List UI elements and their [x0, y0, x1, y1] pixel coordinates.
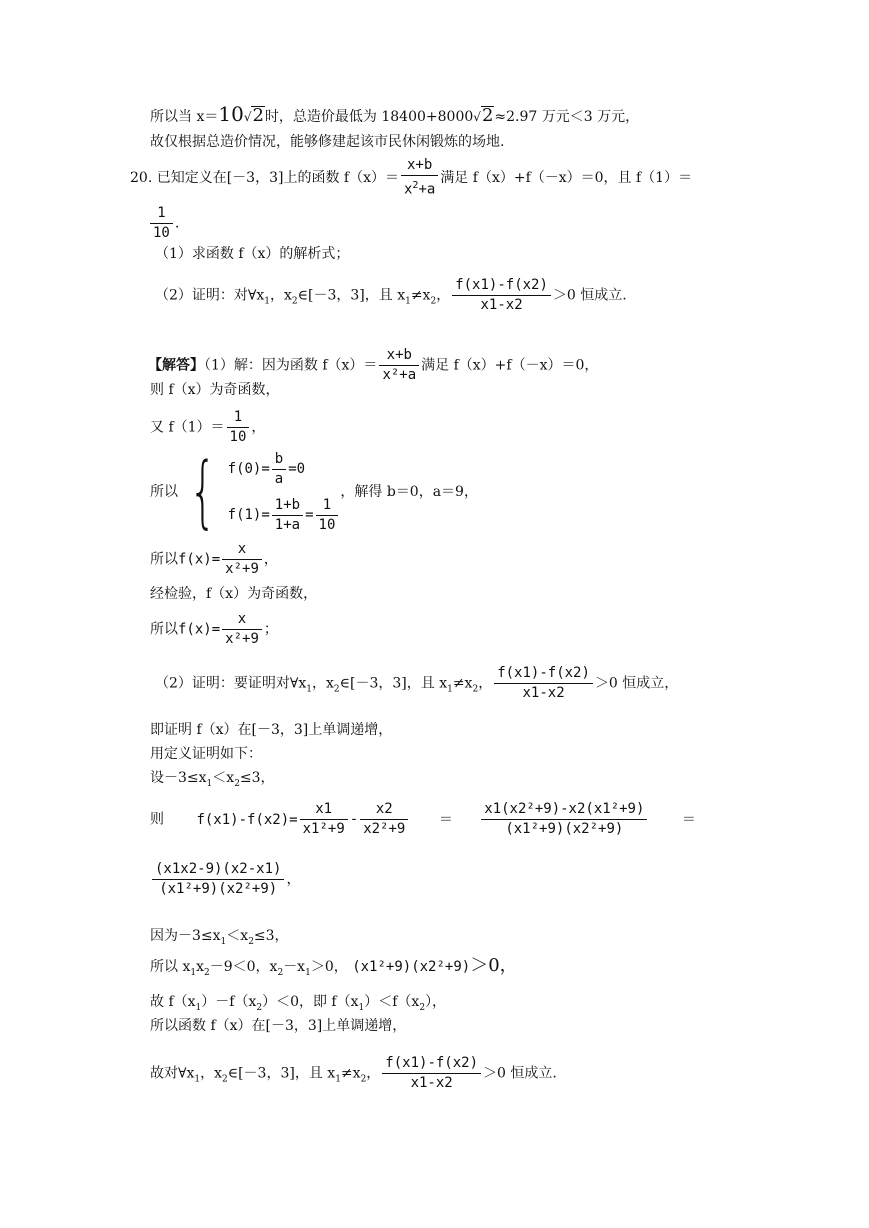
fraction: $\frac{1}{10}$: [150, 204, 173, 243]
question-2: （2）证明：对$\forall x_1$，$x_2\in[-3$，3]，且 $x_1\ne x_2$， $\frac{f(x1)-f(x2)}{x1-x2}$ ＞0 恒成立.: [155, 277, 627, 313]
proof-line-2: 即证明 f（x）在[－3，3]上单调递增，: [150, 722, 393, 738]
fraction: $\frac{f(x1)-f(x2)}{x1-x2}$: [452, 276, 551, 315]
fraction: $\frac{x+b}{\text{x²+a}}$: [379, 346, 419, 385]
answer-tag: 【解答】: [148, 357, 204, 374]
problem-stem: 20. 已知定义在[－3，3]上的函数 f（x）＝ $\frac{x+b}{x^2+a}$ 满足 f（x）+f（－x）＝0，且 f（1）＝: [130, 157, 693, 198]
intro-line-2: 故仅根据总造价情况，能够修建起该市民休闲锻炼的场地.: [150, 134, 505, 150]
answer-line-6: 经检验，f（x）为奇函数，: [150, 586, 318, 602]
fraction: $\frac{x}{\text{x²+9}}$: [222, 540, 262, 579]
fraction: $\frac{x1}{\text{x1²+9}}$: [300, 800, 348, 839]
left-brace: {: [189, 447, 217, 537]
proof-line-9: 故 $f(x_1)-f(x_2)<0$，即 $f(x_1)<f(x_2)$，: [150, 994, 447, 1013]
fraction: $\frac{x}{\text{x²+9}}$: [222, 610, 262, 649]
fraction: $\frac{f(x1)-f(x2)}{x1-x2}$: [494, 664, 593, 703]
coef-10: 10: [218, 102, 244, 126]
fraction: $\frac{x2}{\text{x2²+9}}$: [360, 800, 408, 839]
proof-line-7: 因为$-3\le x_1<x_2\le 3$，: [150, 928, 289, 947]
answer-line-5: 所以f(x)= $\frac{x}{\text{x²+9}}$ ，: [150, 541, 278, 577]
sqrt-symbol: √: [473, 110, 481, 124]
sqrt-symbol: √: [243, 110, 252, 124]
equation-row-2: f(1)= $\frac{1+b}{1+a}$ = $\frac{1}{10}$: [228, 492, 341, 538]
proof-line-3: 用定义证明如下：: [150, 746, 262, 762]
equation-row-1: f(0)= $\frac{b}{a}$ =0: [227, 450, 306, 487]
problem-number: 20.: [130, 169, 153, 186]
proof-line-8: 所以 $x_1x_2-9<0$，$x_2-x_1>0$， (x1²+9)(x2²+9)＞0，: [150, 955, 518, 978]
question-1: （1）求函数 f（x）的解析式；: [155, 246, 350, 262]
proof-line-10: 所以函数 f（x）在[－3，3]上单调递增，: [150, 1018, 407, 1034]
answer-system: 所以 { f(0)= $\frac{b}{a}$ =0 f(1)= $\frac{1+b}{1+a}$ = $\frac{1}{10}$ ，解得 b＝0，a＝9，: [150, 447, 478, 537]
answer-line-7: 所以f(x)= $\frac{x}{\text{x²+9}}$ ；: [150, 611, 278, 647]
answer-line-1: 【解答】（1）解：因为函数 f（x）＝ $\frac{x+b}{\text{x²+a}}$ 满足 f（x）+f（－x）＝0，: [148, 347, 599, 383]
proof-line-11: 故对$\forall x_1$，$x_2\in[-3$，3]，且 $x_1\ne x_2$， $\frac{f(x1)-f(x2)}{x1-x2}$ ＞0 恒成立.: [150, 1055, 557, 1091]
answer-line-2: 则 f（x）为奇函数，: [150, 382, 280, 398]
equation-system: [228, 446, 341, 538]
fraction: $\frac{x+b}{x^2+a}$: [401, 156, 438, 200]
proof-line-6: $\frac{(x1x2-9)(x2-x1)}{\text{(x1²+9)(x2²+9)}}$ ，: [150, 860, 300, 899]
proof-line-1: （2）证明：要证明对$\forall x_1$，$x_2\in[-3$，3]，且 $x_1\ne x_2$， $\frac{f(x1)-f(x2)}{x1-x2}$ ＞0 恒成立，: [155, 665, 679, 701]
answer-line-3: 又 f（1）＝ $\frac{1}{10}$ ，: [150, 409, 266, 445]
problem-stem-cont: $\frac{1}{10}$ .: [148, 204, 179, 243]
fraction: $\frac{1}{10}$: [227, 408, 250, 447]
proof-line-5: 则 f(x1)-f(x2)= $\frac{x1}{\text{x1²+9}}$ - $\frac{x2}{\text{x2²+9}}$ ＝ $\frac{\text{x1(x2²+9)-x2(x1²+9)}}{\text{(x1²+9)(x2²+9)}}$ ＝: [150, 801, 696, 837]
fraction: $\frac{f(x1)-f(x2)}{x1-x2}$: [382, 1054, 481, 1093]
fraction: $\frac{(x1x2-9)(x2-x1)}{\text{(x1²+9)(x2²+9)}}$: [152, 860, 284, 899]
proof-line-4: 设$-3\le x_1<x_2\le 3$，: [150, 770, 275, 789]
fraction: $\frac{\text{x1(x2²+9)-x2(x1²+9)}}{\text{(x1²+9)(x2²+9)}}$: [481, 800, 647, 839]
intro-line-1: 所以当 x＝10√2时，总造价最低为 18400+8000√2≈2.97 万元＜3 万元，: [150, 102, 640, 126]
